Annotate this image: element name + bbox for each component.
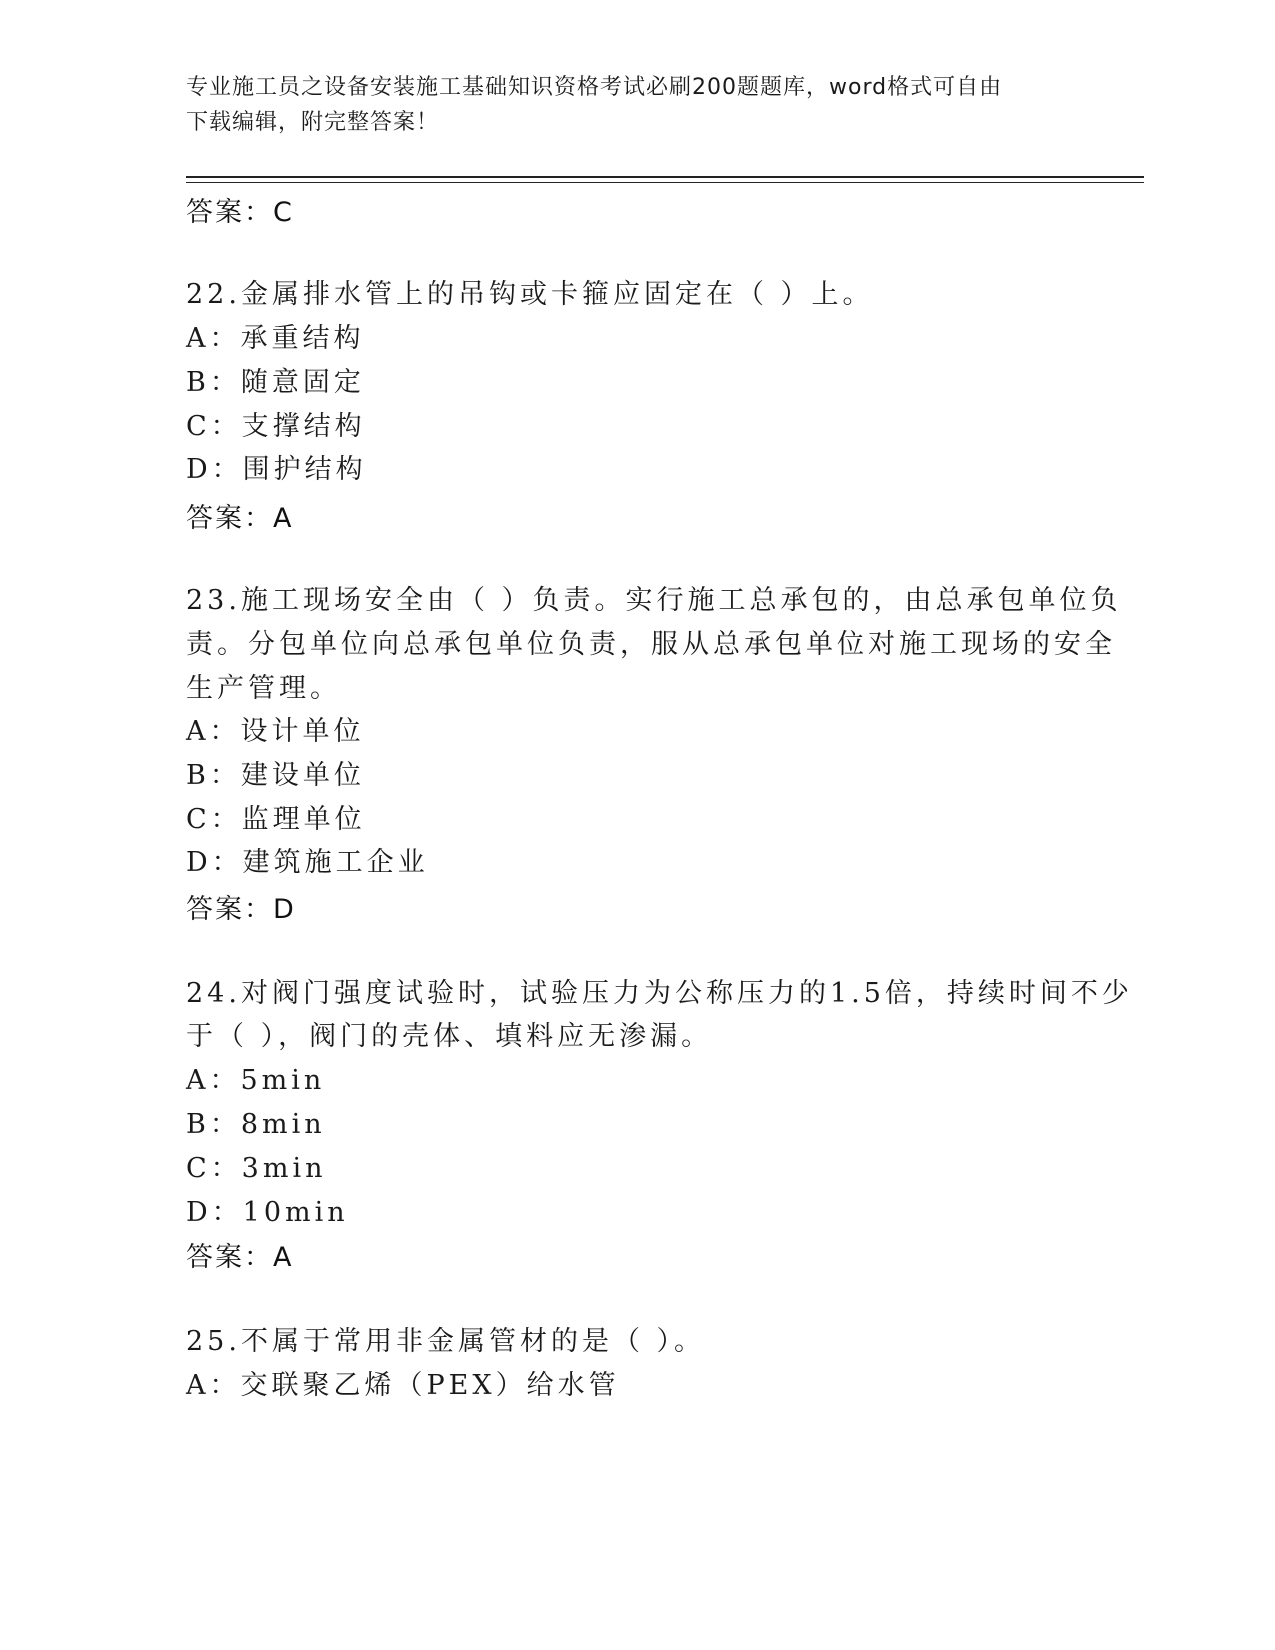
answer-label: 答案：A: [186, 503, 294, 534]
header-line-1: 专业施工员之设备安装施工基础知识资格考试必刷200题题库，word格式可自由: [186, 75, 1003, 100]
option-d: D：10min: [186, 1197, 349, 1228]
question-stem: 24.对阀门强度试验时，试验压力为公称压力的1.5倍，持续时间不少: [186, 978, 1133, 1009]
question-stem: 23.施工现场安全由（ ）负责。实行施工总承包的，由总承包单位负: [186, 585, 1122, 616]
question-stem: 于（ ），阀门的壳体、填料应无渗漏。: [186, 1021, 713, 1052]
header-rule-thick: [186, 176, 1144, 178]
option-c: C：监理单位: [186, 804, 366, 835]
option-c: C：支撑结构: [186, 411, 366, 442]
option-b: B：8min: [186, 1109, 326, 1140]
option-a: A：交联聚乙烯（PEX）给水管: [186, 1370, 620, 1401]
option-a: A：承重结构: [186, 323, 365, 354]
option-d: D：围护结构: [186, 454, 367, 485]
question-stem: 生产管理。: [186, 673, 341, 704]
answer-label: 答案：C: [186, 197, 294, 228]
question-stem: 责。分包单位向总承包单位负责，服从总承包单位对施工现场的安全: [186, 629, 1116, 660]
header-line-2: 下载编辑，附完整答案！: [186, 110, 440, 135]
option-a: A：设计单位: [186, 716, 365, 747]
option-b: B：随意固定: [186, 367, 365, 398]
option-d: D：建筑施工企业: [186, 847, 429, 878]
option-b: B：建设单位: [186, 760, 365, 791]
question-stem: 25.不属于常用非金属管材的是（ ）。: [186, 1326, 706, 1357]
question-stem: 22.金属排水管上的吊钩或卡箍应固定在（ ）上。: [186, 279, 874, 310]
option-a: A：5min: [186, 1065, 326, 1096]
answer-label: 答案：D: [186, 894, 296, 925]
header-rule-thin: [186, 182, 1144, 183]
document-header: [186, 70, 1066, 140]
answer-label: 答案：A: [186, 1242, 294, 1273]
option-c: C：3min: [186, 1153, 327, 1184]
